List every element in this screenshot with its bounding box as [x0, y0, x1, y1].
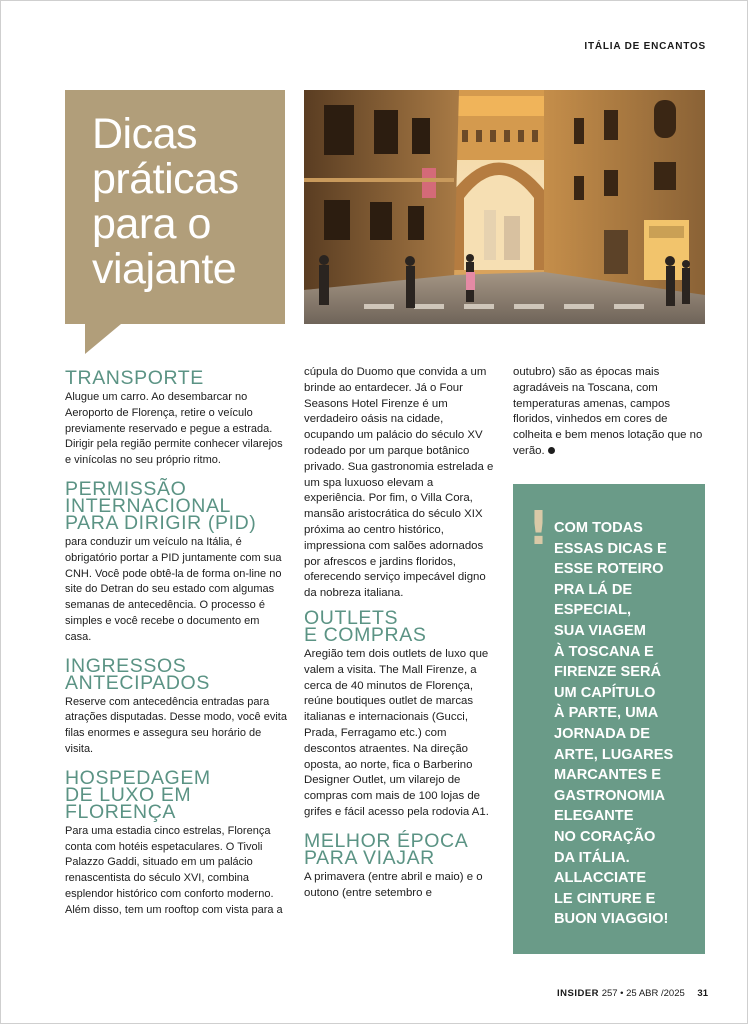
- column-2: [304, 365, 496, 913]
- pull-quote-text: COM TODAS ESSAS DICAS E ESSE ROTEIRO PRA LÁ DE ESPECIAL, SUA VIAGEM À TOSCANA E FIRENZE SERÁ UM CAPÍTULO À PARTE, UMA JORNADA DE ARTE, LUGARES MARCANTES E GASTRONOMIA ELEGANTE NO CORAÇÃO DA ITÁLIA. ALLACCIATE LE CINTURE E BUON VIAGGIO!: [554, 520, 674, 928]
- section-title-melhor-epoca: MELHOR ÉPOCA PARA VIAJAR: [304, 829, 469, 869]
- section-title-outlets: OUTLETS E COMPRAS: [304, 606, 427, 646]
- section-body-permissao: para conduzir um veículo na Itália, é obrigatório portar a PID juntamente com sua CNH. Você pode obtê-la de forma on-line no site do Detran do seu estado com algumas semanas de antecedência. O processo é simples e você recebe o documento em casa.: [65, 535, 282, 643]
- florence-street-photo: [304, 90, 705, 324]
- title-box: [65, 90, 285, 324]
- section-body-hospedagem-part2: cúpula do Duomo que convida a um brinde ao entardecer. Já o Four Seasons Hotel Firenze é um verdadeiro oásis na cidade, ocupando um palácio do século XV rodeado por um parque botânico privado. Sua gastronomia estrelada e um spa luxuoso elevam a experiência. Por fim, o Villa Cora, mansão aristocrática do século XIX próxima ao centro histórico, impressiona com salões adornados por afrescos e jardins floridos, oferecendo serviço impecável digno da nobreza italiana.: [304, 366, 494, 600]
- page-title: Dicas práticas para o viajante: [92, 110, 239, 293]
- section-title-permissao: PERMISSÃO INTERNACIONAL PARA DIRIGIR (PID): [65, 477, 257, 534]
- page-footer: [557, 988, 708, 999]
- section-body-melhor-epoca-part2: [513, 365, 706, 460]
- page-number: 31: [697, 988, 708, 999]
- column-3: [513, 365, 706, 472]
- column-1: [65, 367, 287, 931]
- section-body-ingressos: Reserve com antecedência entradas para atrações disputadas. Desse modo, você evita filas enormes e assegura seu horário de visita.: [65, 695, 287, 755]
- publication-name: INSIDER: [557, 988, 600, 999]
- photo-illustration: [304, 90, 705, 324]
- pull-quote-box: [513, 484, 705, 954]
- section-body-hospedagem-part1: Para uma estadia cinco estrelas, Florença conta com hotéis espetaculares. O Tivoli Palazzo Gaddi, situado em um palácio renascentista do século XVI, combina esplendor histórico com conforto moderno. Além disso, tem um rooftop com vista para a: [65, 824, 283, 916]
- section-body-transporte: Alugue um carro. Ao desembarcar no Aeroporto de Florença, retire o veículo previamente reservado e pegue a estrada. Dirigir pela região permite conhecer vilarejos e vinícolas no seu próprio ritmo.: [65, 391, 283, 467]
- section-body-melhor-epoca-part1: A primavera (entre abril e maio) e o outono (entre setembro e: [304, 870, 483, 899]
- section-title-ingressos: INGRESSOS ANTECIPADOS: [65, 654, 210, 694]
- section-header: ITÁLIA DE ENCANTOS: [584, 41, 706, 52]
- section-title-hospedagem: HOSPEDAGEM DE LUXO EM FLORENÇA: [65, 766, 211, 823]
- issue-info: 257 • 25 ABR /2025: [601, 988, 685, 999]
- melhor-epoca-text: outubro) são as épocas mais agradáveis na Toscana, com temperaturas amenas, campos floridos, vinhedos em cores de colheita e bem menos lotação que no verão.: [513, 366, 703, 457]
- section-title-transporte: TRANSPORTE: [65, 367, 204, 389]
- exclamation-icon: !: [528, 501, 549, 555]
- end-of-article-icon: [548, 447, 555, 454]
- section-body-outlets: Aregião tem dois outlets de luxo que valem a visita. The Mall Firenze, a cerca de 40 minutos de Florença, reúne boutiques outlet de marcas italianas e internacionais (Gucci, Prada, Ferragamo etc.) com descontos atraentes. Na direção oposta, ao norte, fica o Barberino Designer Outlet, um vilarejo de compras com mais de 100 lojas de grifes e fácil acesso pela rodovia A1.: [304, 647, 489, 818]
